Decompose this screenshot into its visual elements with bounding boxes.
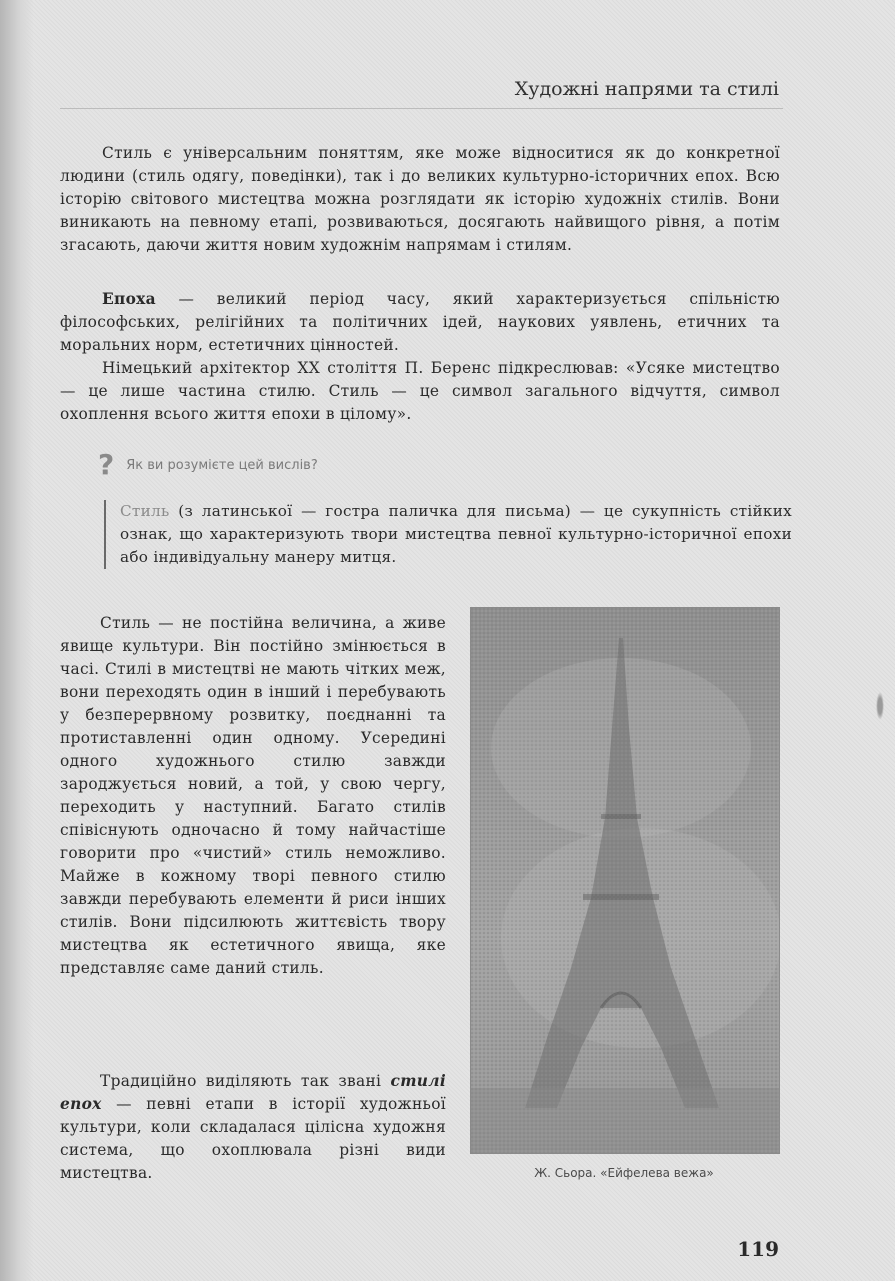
definition-text: (з латинської — гостра паличка для письма) — це сукупність стійких ознак, що характеризують твори мистецтва певної культурно-історичної епохи або індивідуальну манеру митця. bbox=[120, 502, 792, 566]
question-prompt bbox=[98, 448, 318, 481]
term-epoch-styles: стилі епох bbox=[60, 1072, 446, 1113]
definition-box-style bbox=[104, 500, 792, 569]
book-spine-shadow bbox=[0, 0, 34, 1281]
paragraph-epoch-definition bbox=[60, 288, 780, 357]
epoch-styles-rest: — певні етапи в історії художньої культури, коли складалася цілісна художня система, що охоплювала різні види мистецтва. bbox=[60, 1095, 446, 1182]
page-edge-mark bbox=[876, 692, 884, 720]
paragraph-behrens-quote: Німецький архітектор XX століття П. Беренс підкреслював: «Усяке мистецтво — це лише частина стилю. Стиль — це символ загального відчуття, символ охоплення всього життя епохи в цілому». bbox=[60, 359, 780, 423]
paragraph-style-intro: Стиль є універсальним поняттям, яке може відноситися як до конкретної людини (стиль одягу, поведінки), так і до великих культурно-історичних епох. Всю історію світового мистецтва можна розглядати як історію художніх стилів. Вони виникають на певному етапі, розвиваються, досягають найвищого рівня, а потім згасають, даючи життя новим художнім напрямам і стилям. bbox=[60, 144, 780, 254]
epoch-styles-intro: Традиційно виділяють так звані bbox=[100, 1072, 391, 1090]
epoch-definition-text: — великий період часу, який характеризується спільністю філософських, релігійних та політичних ідей, наукових уявлень, етичних та моральних норм, естетичних цінностей. bbox=[60, 290, 780, 354]
question-mark-icon: ? bbox=[98, 448, 115, 481]
question-text: Як ви розумієте цей вислів? bbox=[126, 458, 318, 473]
page-number: 119 bbox=[737, 1237, 779, 1261]
running-header: Художні напрями та стилі bbox=[514, 78, 779, 100]
paragraph-epoch-styles bbox=[60, 1070, 446, 1185]
figure-caption: Ж. Сьора. «Ейфелева вежа» bbox=[534, 1166, 714, 1180]
paragraph-style-changes: Стиль — не постійна величина, а живе явище культури. Він постійно змінюється в часі. Стилі в мистецтві не мають чітких меж, вони переходять один в інший і перебувають у безперервному розвитку, поєднанні та протиставленні один одному. Усередині одного художнього стилю завжди зароджується новий, а той, у свою чергу, переходить у наступний. Багато стилів співіснують одночасно й тому найчастіше говорити про «чистий» стиль неможливо. Майже в кожному творі певного стилю завжди перебувають елементи й риси інших стилів. Вони підсилюють життєвість твору мистецтва як естетичного явища, яке представляє саме даний стиль. bbox=[60, 614, 446, 977]
term-style: Стиль bbox=[120, 502, 170, 520]
header-rule bbox=[60, 108, 783, 109]
term-epoch: Епоха bbox=[102, 290, 156, 308]
painting-eiffel-tower bbox=[470, 607, 780, 1154]
eiffel-tower-painting-illustration bbox=[471, 608, 779, 1153]
